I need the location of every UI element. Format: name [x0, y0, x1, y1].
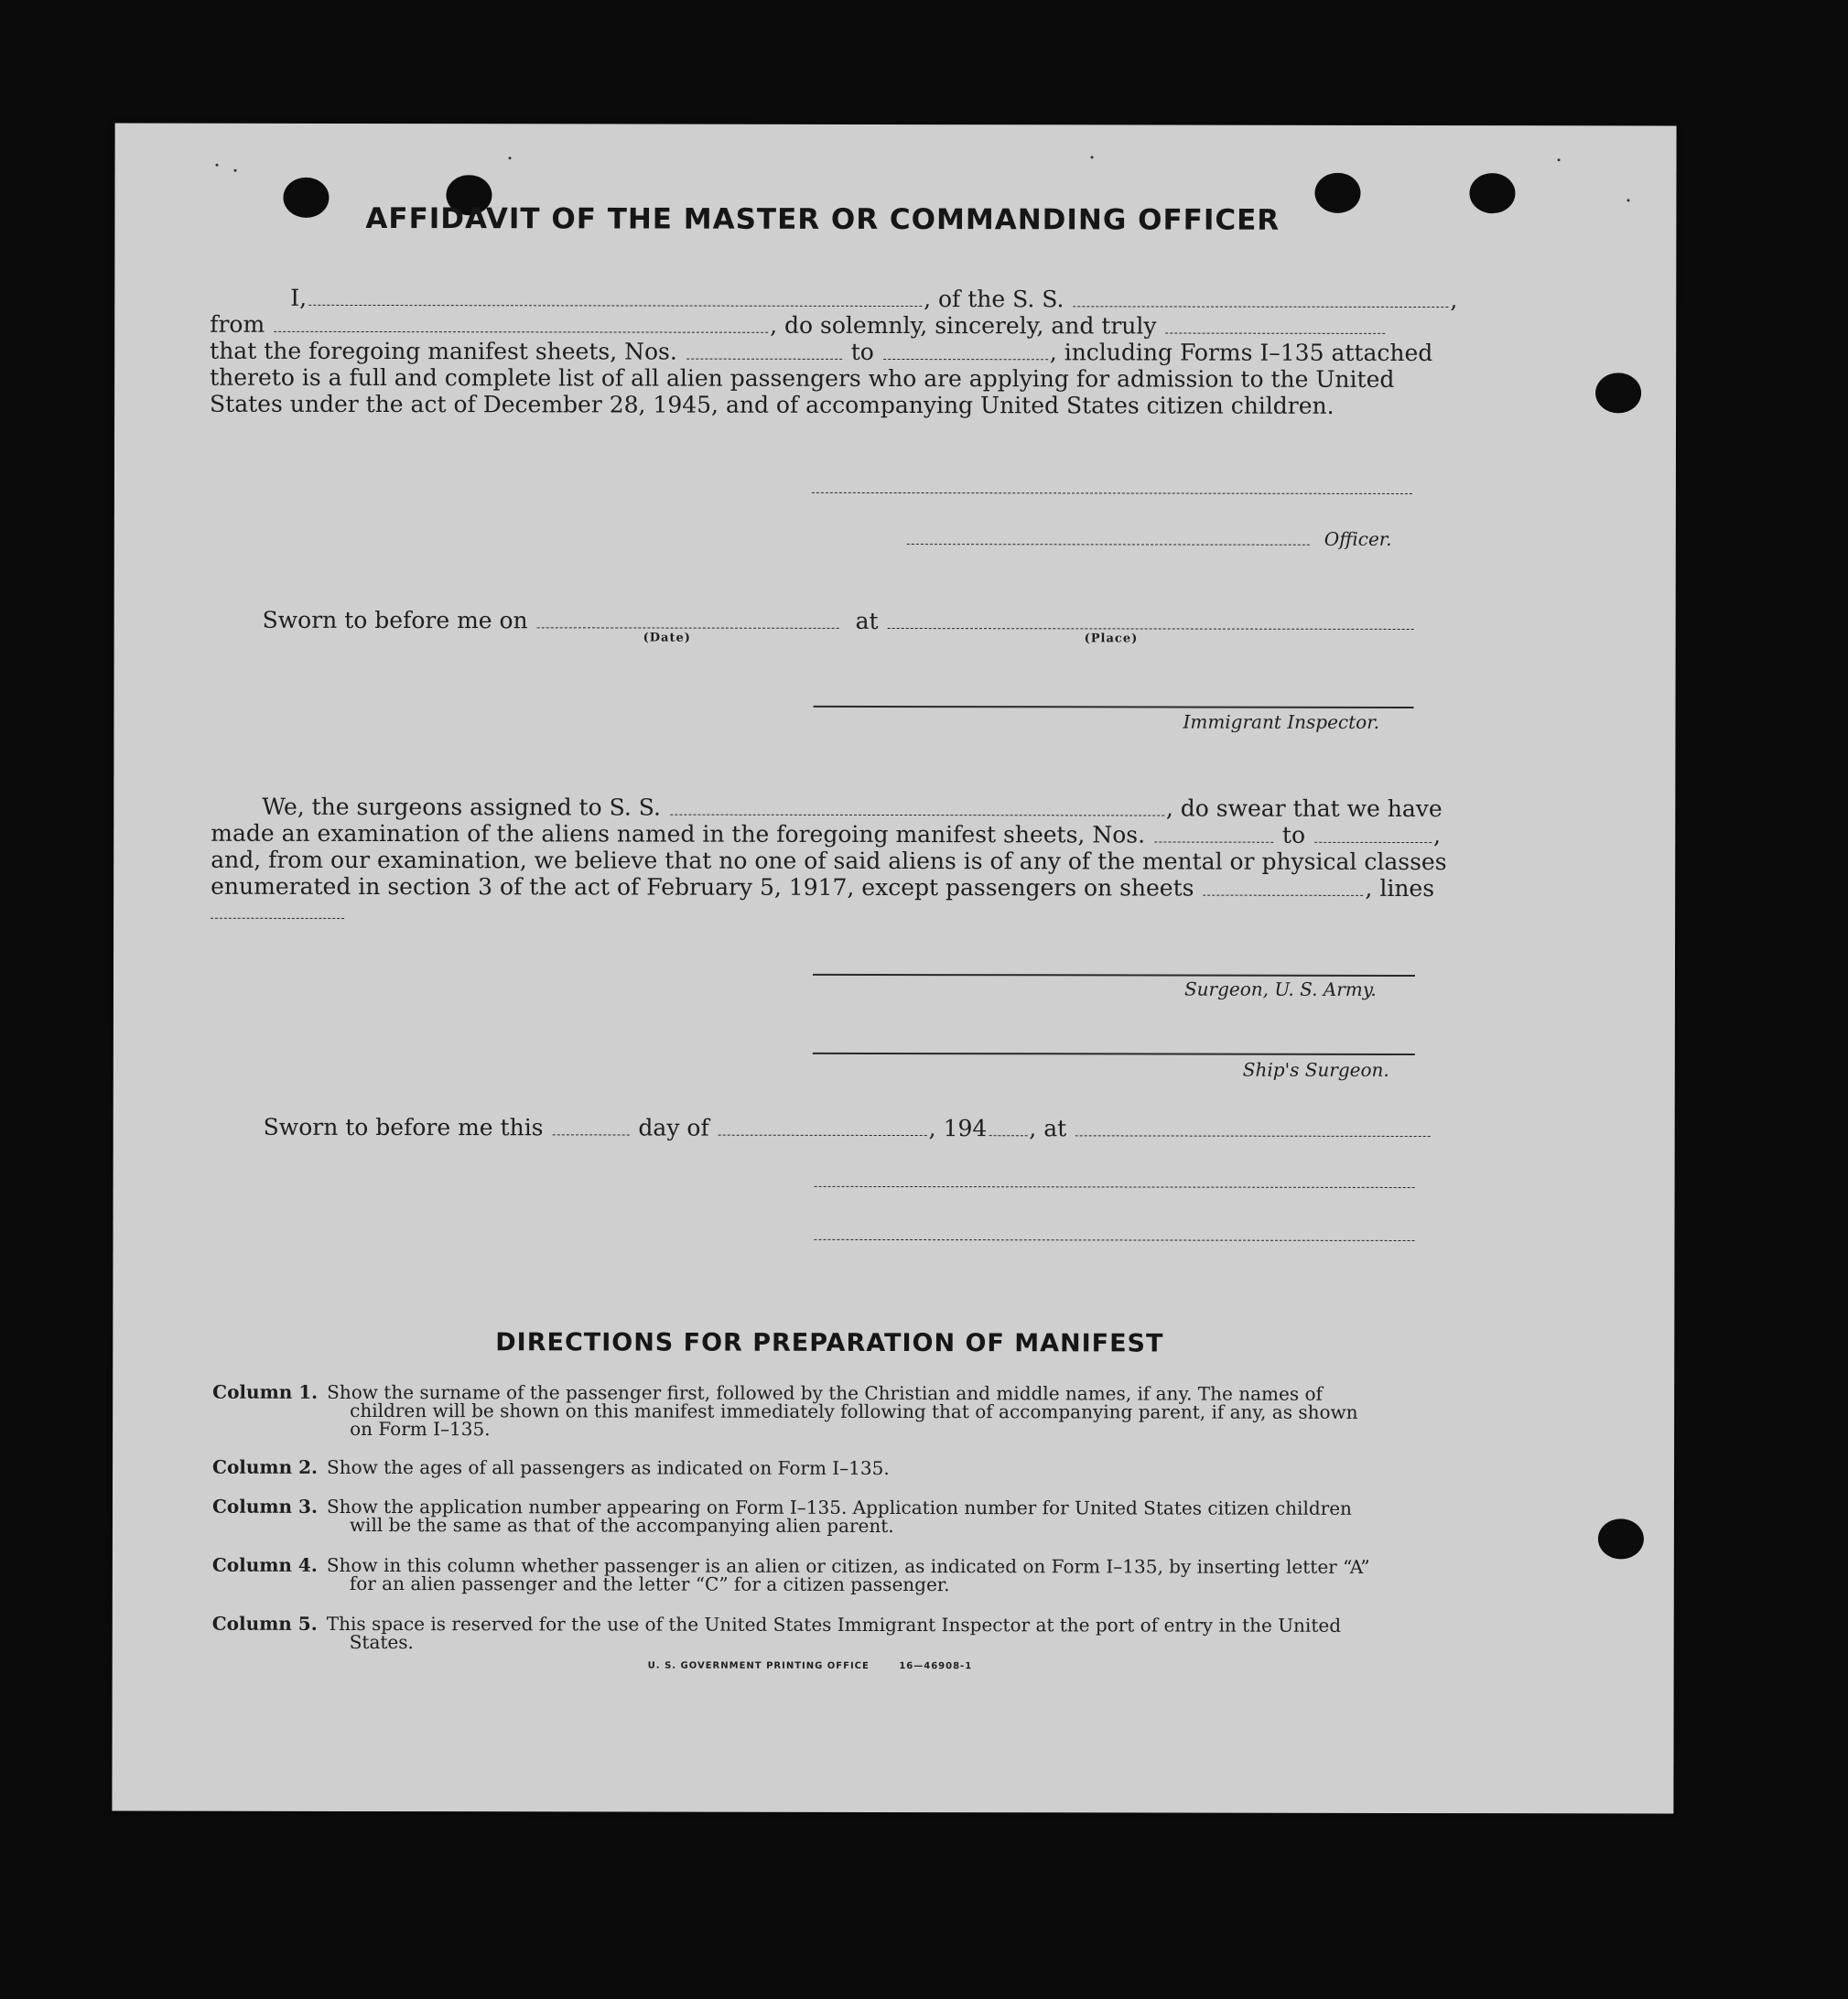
manifest-back-page: [112, 124, 1676, 1814]
speck: [234, 169, 237, 172]
direction-label: Column 4.: [211, 1553, 318, 1576]
officer-signature-line[interactable]: [907, 544, 1310, 546]
direction-label: Column 3.: [211, 1495, 318, 1518]
speck: [1558, 158, 1561, 161]
exam-to-blank[interactable]: [1314, 842, 1432, 843]
direction-item: [212, 1455, 1530, 1479]
surgeons-line-1: [262, 794, 1442, 822]
sworn-day-line: [264, 1114, 1432, 1142]
printer-imprint: [648, 1661, 973, 1672]
direction-text: children will be shown on this manifest immediately following that of accompanying parent, if any, as shown: [350, 1399, 1358, 1423]
label-sheets-nos: that the foregoing manifest sheets, Nos.: [210, 337, 677, 365]
affidavit-line-2: [210, 311, 1387, 340]
direction-text: Show the surname of the passenger first, followed by the Christian and middle names, if any. The names of: [327, 1380, 1323, 1405]
exam-from-blank[interactable]: [1154, 841, 1273, 842]
affidavit-line-4: thereto is a full and complete list of all alien passengers who are applying for admission to the United: [210, 363, 1395, 393]
label-do-swear: , do swear that we have: [1165, 794, 1443, 823]
punch-hole: [283, 178, 329, 218]
punch-hole: [1469, 173, 1515, 213]
direction-item: [211, 1612, 1530, 1654]
punch-hole: [1314, 173, 1360, 213]
direction-item: [211, 1495, 1530, 1538]
directions-title: DIRECTIONS FOR PREPARATION OF MANIFEST: [495, 1328, 1164, 1358]
lines-blank[interactable]: [211, 918, 344, 919]
label-year: , 194: [928, 1115, 988, 1142]
date-caption: (Date): [643, 631, 691, 645]
label-at: , at: [1029, 1115, 1067, 1142]
sheets-blank[interactable]: [1203, 895, 1363, 896]
label-solemnly: , do solemnly, sincerely, and truly: [770, 311, 1157, 340]
surgeons-line-3: and, from our examination, we believe that no one of said aliens is of any of the mental or physical classes: [211, 846, 1447, 876]
label-lines: , lines: [1365, 874, 1435, 902]
direction-text: will be the same as that of the accompanying alien parent.: [349, 1513, 894, 1538]
label-day-of: day of: [638, 1114, 709, 1141]
label-from: from: [210, 310, 265, 338]
port-blank[interactable]: [274, 331, 768, 333]
label-sworn-this: Sworn to before me this: [263, 1113, 544, 1141]
affidavit-line-1: [257, 285, 1457, 313]
direction-item: [212, 1380, 1530, 1441]
surgeon-ship-blank[interactable]: [670, 815, 1164, 816]
label-enumerated: enumerated in section 3 of the act of February 5, 1917, except passengers on sheets: [211, 872, 1194, 902]
label-sworn-on: Sworn to before me on: [262, 606, 528, 634]
speck: [216, 164, 219, 167]
place-blank[interactable]: [1075, 1135, 1431, 1137]
direction-text: on Form I–135.: [350, 1417, 491, 1441]
speck: [1091, 156, 1094, 158]
army-surgeon-label: Surgeon, U. S. Army.: [1183, 978, 1377, 1000]
affidavit-line-5: States under the act of December 28, 1945, and of accompanying United States citizen children.: [210, 390, 1335, 419]
date-blank[interactable]: [537, 627, 839, 629]
army-surgeon-signature-line[interactable]: [813, 974, 1415, 977]
direction-label: Column 2.: [212, 1455, 319, 1478]
label-including: , including Forms I–135 attached: [1049, 339, 1433, 367]
direction-text: This space is reserved for the use of the United States Immigrant Inspector at the port of entry in the United: [326, 1612, 1342, 1637]
year-blank[interactable]: [989, 1135, 1027, 1136]
direction-text: Show the application number appearing on Form I–135. Application number for United States citizen children: [326, 1495, 1352, 1519]
label-to: to: [1281, 821, 1306, 848]
sheet-from-blank[interactable]: [686, 359, 842, 360]
port2-blank[interactable]: [1165, 333, 1385, 334]
form-code: 16—46908-1: [899, 1661, 973, 1672]
ship-blank[interactable]: [1073, 306, 1448, 308]
direction-label: Column 1.: [212, 1380, 319, 1403]
direction-text: States.: [349, 1630, 414, 1654]
punch-hole: [1595, 373, 1641, 413]
printer-name: U. S. GOVERNMENT PRINTING OFFICE: [647, 1660, 870, 1671]
direction-item: [211, 1553, 1530, 1596]
label-to: to: [850, 338, 874, 365]
place-blank[interactable]: [887, 628, 1413, 630]
direction-text: Show the ages of all passengers as indicated on Form I–135.: [327, 1455, 890, 1479]
surgeons-line-4: [211, 873, 1434, 902]
punch-hole: [1598, 1518, 1644, 1559]
officer-label: Officer.: [1324, 527, 1392, 550]
speck: [509, 157, 512, 159]
affidavit-line-3: [210, 338, 1432, 366]
direction-text: Show in this column whether passenger is an alien or citizen, as indicated on Form I–135, by inserting letter “A”: [326, 1553, 1370, 1578]
sworn-on-line: [263, 607, 1416, 635]
place-caption: (Place): [1084, 632, 1139, 646]
sheet-to-blank[interactable]: [883, 359, 1048, 360]
label-examination: made an examination of the aliens named in the foregoing manifest sheets, Nos.: [211, 819, 1146, 848]
signature-line[interactable]: [812, 492, 1412, 494]
comma: ,: [1450, 286, 1458, 314]
label-of-ss: , of the S. S.: [924, 286, 1064, 313]
inspector-label: Immigrant Inspector.: [1183, 710, 1379, 733]
day-blank[interactable]: [552, 1134, 629, 1135]
label-i: I,: [290, 284, 308, 311]
label-surgeons-assigned: We, the surgeons assigned to S. S.: [262, 793, 661, 821]
comma: ,: [1432, 822, 1441, 849]
direction-text: for an alien passenger and the letter “C” for a citizen passenger.: [349, 1572, 950, 1596]
witness-line[interactable]: [814, 1239, 1414, 1241]
inspector-signature-line[interactable]: [813, 706, 1413, 708]
affidavit-title: AFFIDAVIT OF THE MASTER OR COMMANDING OFFICER: [365, 201, 1281, 237]
ship-surgeon-signature-line[interactable]: [813, 1053, 1415, 1055]
direction-label: Column 5.: [211, 1612, 318, 1635]
speck: [1626, 199, 1629, 201]
witness-line[interactable]: [815, 1186, 1415, 1188]
surgeons-line-2: [211, 820, 1441, 848]
label-at: at: [855, 607, 879, 634]
name-blank[interactable]: [308, 305, 922, 307]
ship-surgeon-label: Ship's Surgeon.: [1242, 1058, 1389, 1081]
month-blank[interactable]: [719, 1135, 927, 1136]
